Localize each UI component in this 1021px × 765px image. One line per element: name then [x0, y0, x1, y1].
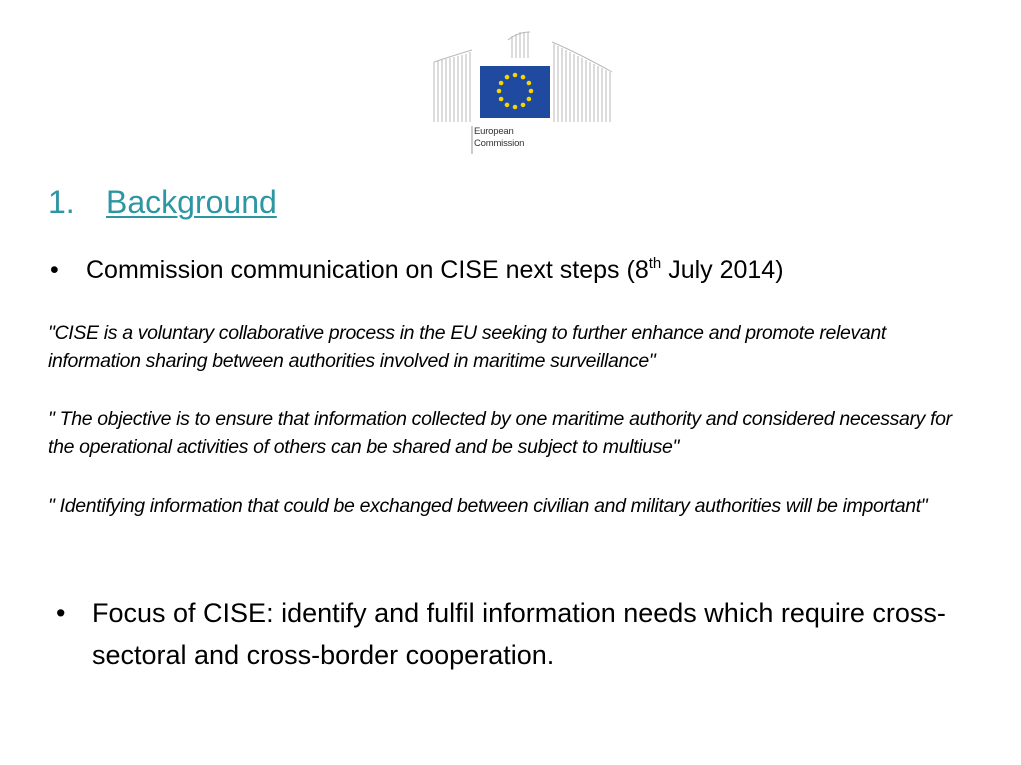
quote-1: "CISE is a voluntary collaborative process in the EU seeking to further enhance and promote relevant information sharing between authorities involved in maritime surveillance": [48, 322, 886, 372]
bullet-text-before: Commission communication on CISE next steps (8: [86, 256, 649, 284]
bullet-text-after: July 2014): [661, 256, 784, 284]
heading-number: 1.: [48, 184, 75, 220]
quote-3: " Identifying information that could be exchanged between civilian and military authorities will be important": [48, 495, 928, 517]
bullet-focus: [56, 592, 976, 676]
bullet-marker: •: [50, 256, 59, 284]
quote-2: " The objective is to ensure that information collected by one maritime authority and considered necessary for the operational activities of others can be shared and be subject to multiuse": [48, 408, 952, 458]
european-commission-logo: [430, 30, 616, 156]
bullet-marker: •: [56, 598, 66, 628]
logo-line-2: Commission: [474, 138, 525, 149]
bullet-superscript: th: [648, 255, 662, 272]
logo-line-1: European: [474, 126, 514, 137]
logo-wordmark: [474, 126, 524, 150]
heading-text: Background: [106, 184, 277, 220]
section-heading: [48, 182, 277, 222]
bullet-focus-text: Focus of CISE: identify and fulfil information needs which require cross-sectoral and cross-border cooperation.: [92, 598, 946, 670]
bullet-communication: [50, 253, 784, 287]
